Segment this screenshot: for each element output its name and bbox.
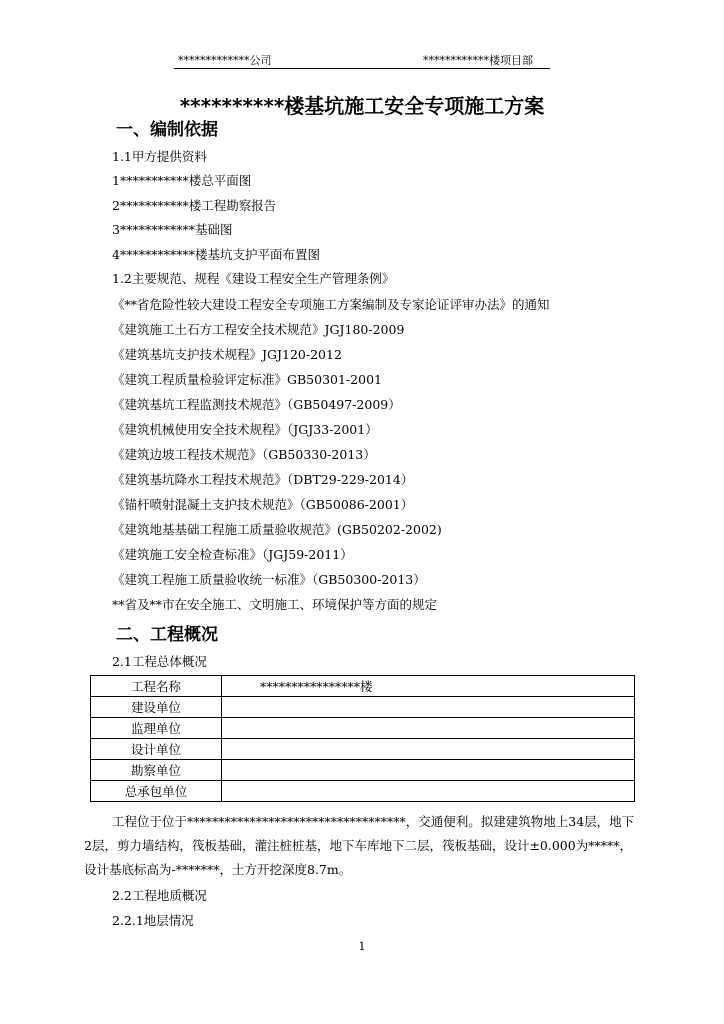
subsection-title: 2.1工程总体概况	[112, 654, 207, 669]
table-value	[222, 760, 635, 781]
subsection-title: 2.2工程地质概况	[112, 888, 207, 903]
table-row	[91, 739, 635, 760]
standard-item: 《建筑工程质量检验评定标准》GB50301-2001	[112, 372, 382, 387]
section2-heading: 二、工程概况	[116, 625, 218, 645]
basis-line: 1.1甲方提供资料	[112, 149, 207, 164]
table-value	[222, 739, 635, 760]
table-value	[222, 697, 635, 718]
standard-item: 《建筑基坑工程监测技术规范》（GB50497-2009）	[112, 397, 401, 412]
table-value: ****************楼	[222, 676, 635, 697]
basis-line: 2***********楼工程勘察报告	[112, 198, 277, 213]
header-divider	[174, 68, 550, 69]
standard-item: 《建筑机械使用安全技术规程》（JGJ33-2001）	[112, 422, 378, 437]
table-label: 监理单位	[91, 718, 222, 739]
table-row	[91, 718, 635, 739]
standard-item: 《建筑施工土石方工程安全技术规范》JGJ180-2009	[112, 322, 405, 337]
section1-heading: 一、编制依据	[116, 120, 218, 140]
subsection-title: 2.2.1地层情况	[112, 913, 194, 928]
page-number: 1	[358, 940, 366, 953]
basis-line: 1***********楼总平面图	[112, 173, 252, 188]
standard-item: 《**省危险性较大建设工程安全专项施工方案编制及专家论证评审办法》的通知	[112, 297, 550, 312]
standard-item: 《建筑地基基础工程施工质量验收规范》(GB50202-2002)	[112, 522, 442, 537]
standard-item: 《建筑工程施工质量验收统一标准》（GB50300-2013）	[112, 572, 426, 587]
table-value	[222, 718, 635, 739]
standard-item: 《建筑边坡工程技术规范》（GB50330-2013）	[112, 447, 376, 462]
document-title: **********楼基坑施工安全专项施工方案	[179, 94, 545, 118]
table-label: 工程名称	[91, 676, 222, 697]
basis-line: 4************楼基坑支护平面布置图	[112, 247, 320, 262]
table-label: 设计单位	[91, 739, 222, 760]
standard-item: 《建筑基坑支护技术规程》JGJ120-2012	[112, 347, 342, 362]
basis-line: 3************基础图	[112, 222, 233, 237]
table-label: 勘察单位	[91, 760, 222, 781]
table-row	[91, 697, 635, 718]
table-row	[91, 781, 635, 802]
project-overview-paragraph: 工程位于位于***********************************，交通便利。拟建建筑物地上34层，地下2层，剪力墙结构，筏板基础，灌注桩桩基，地下车库地下二层，筏板基础，设计±0.000为*****，设计基底标高为-*******，土方开挖深度8.7m。	[84, 814, 635, 877]
table-row	[91, 760, 635, 781]
table-row	[91, 676, 635, 697]
table-label: 总承包单位	[91, 781, 222, 802]
project-info-table	[90, 675, 635, 802]
table-label: 建设单位	[91, 697, 222, 718]
standard-item: **省及**市在安全施工、文明施工、环境保护等方面的规定	[112, 597, 438, 612]
standard-item: 《建筑基坑降水工程技术规范》（DBT29-229-2014）	[112, 472, 414, 487]
basis-line: 1.2主要规范、规程《建设工程安全生产管理条例》	[112, 271, 395, 286]
standard-item: 《建筑施工安全检查标准》（JGJ59-2011）	[112, 547, 353, 562]
header-company: *************公司	[178, 54, 272, 67]
standard-item: 《锚杆喷射混凝土支护技术规范》（GB50086-2001）	[112, 497, 414, 512]
header-project-dept: ************楼项目部	[423, 54, 533, 67]
table-value	[222, 781, 635, 802]
